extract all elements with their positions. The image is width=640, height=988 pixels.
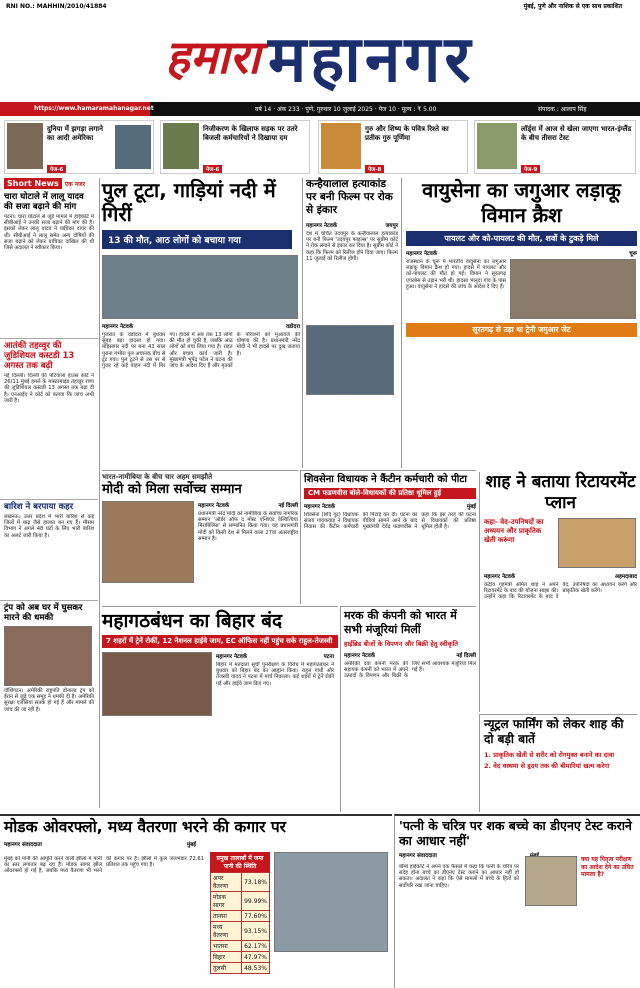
story-subhead: पायलट और को-पायलट की मौत, शवों के टुकड़े मिले (406, 231, 637, 246)
story-headline[interactable]: पुल टूटा, गाड़ियां नदी में गिरीं (102, 178, 276, 226)
reservoir-name: अपर वैतरणा (211, 873, 242, 892)
reservoir-name: तानसा (211, 911, 242, 922)
issue-info: वर्ष 14 · अंक 233 · पुणे, गुरुवार 10 जुलाई 2025 · पेज 10 · मूल्य : ₹ 5.00 (255, 106, 437, 113)
reservoir-level: 62.17% (242, 941, 270, 952)
trump-photo (4, 626, 92, 686)
dateline: मुंबई (466, 504, 476, 510)
teaser-page: पेज-8 (365, 165, 384, 173)
teaser-page: पेज-6 (203, 165, 222, 173)
bridge-story (102, 178, 300, 468)
masthead-logo (100, 17, 540, 95)
story-quote: कहा- वेद-उपनिषदों का अध्ययन और प्राकृतिक खेती करूंगा (484, 518, 544, 544)
reservoir-name: मध्य वैतरणा (211, 922, 242, 941)
story-headline[interactable]: मोडक ओवरफ्लो, मध्य वैतरणा भरने की कगार पर (4, 818, 286, 836)
short-news-label: Short News (4, 178, 62, 189)
table-row (211, 952, 270, 963)
teaser-title[interactable]: लॉर्ड्स में आज से खेला जाएगा भारत-इंग्लैंड के बीच तीसरा टेस्ट (521, 125, 632, 142)
story-headline[interactable]: शिवसेना विधायक ने कैंटीन कर्मचारी को पीटा (304, 474, 467, 485)
teaser-row (0, 120, 640, 174)
bihar-story (102, 606, 338, 812)
table-row (211, 911, 270, 922)
list-item (0, 499, 98, 596)
kanhaiya-story (302, 178, 398, 468)
teaser-page: पेज-6 (47, 165, 66, 173)
reservoir-level: 77.60% (242, 911, 270, 922)
story-subhead: हाईब्रिड बीजों के विपणन और बिक्री हेतु स्वीकृति (344, 640, 458, 648)
teaser-title[interactable]: दुनिया में झगड़ा लगाने का आदी अमेरिका (47, 125, 103, 142)
neutral-story (479, 714, 637, 812)
story-headline[interactable]: शाह ने बताया रिटायरमेंट प्लान (485, 472, 636, 513)
byline: महानगर नेटवर्क (304, 504, 336, 510)
table-title: प्रमुख तालाबों में जमा पानी की स्थिति (210, 852, 270, 872)
qa-heading: क्या यह पितृत्व परीक्षण का आदेश देने का उचित मामला है? (581, 856, 634, 878)
logo-part1: हमारा (165, 30, 260, 84)
shivsena-story (300, 470, 476, 604)
list-item (0, 600, 98, 715)
reservoir-name: विहार (211, 952, 242, 963)
modak-story (0, 814, 392, 988)
table-row (211, 922, 270, 941)
story-subhead: 7 शहरों में ट्रेनें रोकीं, 12 नेशनल हाईवे जाम, EC ऑफिस नहीं पहुंच सके राहुल-तेजस्वी (102, 635, 338, 648)
story-body: राजस्थान के चूरू में भारतीय वायुसेना का जगुआर लड़ाकू विमान क्रैश हो गया। हादसे में पायलट और को-पायलट की मौत हो गई। विमान ने सूरतगढ़ एयरबेस से उड़ान भरी थी। हादसा भानुदा गांव के पास हुआ। वायुसेना ने हादसे की जांच के आदेश दे दिए हैं। (406, 259, 506, 290)
reservoir-table (210, 852, 270, 974)
teaser-title[interactable]: गुरु और शिष्य के पवित्र रिश्ते का प्रतीक गुरु पूर्णिमा (365, 125, 449, 142)
reservoir-level: 47.97% (242, 952, 270, 963)
table-row (211, 873, 270, 892)
dateline: चूरू (629, 251, 637, 257)
story-body: अमेरिकी दवा कंपनी मरक की सहायक कंपनी को भारत में अपने उत्पादों के विपणन और बिक्री के लिए सभी आवश्यक मंजूरियां मिल गई हैं। (344, 661, 476, 680)
news-headline[interactable]: चारा घोटाले में लालू यादव की सजा बढ़ाने की मांग (4, 192, 84, 212)
teaser-title[interactable]: निजीकरण के खिलाफ सड़क पर उतरे बिजली कर्मचारियों ने दिखाया दम (203, 125, 298, 142)
list-item (0, 192, 98, 334)
byline: महानगर संवाददाता (399, 853, 437, 859)
news-headline[interactable]: ट्रंप को अब घर में घुसकर मारने की धमकी (4, 603, 83, 623)
byline: महानगर नेटवर्क (306, 223, 338, 229)
film-photo (306, 325, 394, 395)
short-news-label2: एक नजर (64, 180, 86, 188)
story-headline[interactable]: वायुसेना का जगुआर लड़ाकू विमान क्रैश (422, 178, 621, 227)
story-headline[interactable]: कन्हैयालाल हत्याकांड पर बनी फिल्म पर रोक से इंकार (306, 178, 393, 216)
story-headline[interactable]: मरक की कंपनी को भारत में सभी मंजूरियां मिलीं (344, 609, 457, 636)
story-headline[interactable]: न्यूट्रल फार्मिंग को लेकर शाह की दो बड़ी बातें (484, 717, 624, 746)
byline: महानगर नेटवर्क (406, 251, 438, 257)
story-headline[interactable]: मोदी को मिला सर्वोच्च सम्मान (102, 482, 242, 497)
dateline: अहमदाबाद (614, 574, 637, 580)
issue-bar (0, 102, 640, 116)
story-headline[interactable]: महागठबंधन का बिहार बंद (102, 610, 283, 632)
bihar-photo (102, 652, 212, 716)
story-body: शिवसेना (शिंदे गुट) विधायक संजय गायकवाड़ ने विधायक निवास की कैंटीन कर्मचारी की पिटाई कर दी। घटना का वीडियो सामने आने के बाद मुख्यमंत्री देवेंद्र फडणवीस ने कहा कि इस तरह की घटना से विधायकों की प्रतिष्ठा धूमिल होती है। (304, 512, 476, 531)
shah-story (479, 472, 637, 712)
short-news-column (0, 178, 98, 808)
editor-name: संपादक : आलाप सिंह (538, 106, 587, 113)
byline: महानगर संवाददाता (4, 842, 42, 848)
dateline: वडोदरा (285, 324, 300, 330)
reservoir-name: मोडक सागर (211, 892, 242, 911)
jaguar-story (401, 178, 637, 468)
news-body: लखनऊ। उत्तर प्रदेश में भारी बारिश से कई जिलों में बाढ़ जैसे हालात बन गए हैं। मौसम विभाग ने अगले 48 घंटों के लिए भारी बारिश का अलर्ट जारी किया है। (4, 514, 94, 539)
story-strip: सूरतगढ़ से उड़ा था ट्रेनी जगुआर जेट (406, 323, 637, 337)
news-body: वॉशिंगटन। अमेरिकी राष्ट्रपति डोनाल्ड ट्रंप को ईरान से जुड़े एक समूह ने धमकी दी है। अमेरिकी सुरक्षा एजेंसियां सतर्क हो गई हैं और मामले की जांच की जा रही है। (4, 688, 94, 713)
teaser-page: पेज-9 (521, 165, 540, 173)
byline: महानगर नेटवर्क (198, 503, 230, 509)
story-body: बिहार में मतदाता सूची पुनरीक्षण के विरोध में महागठबंधन ने बुधवार को बिहार बंद का आह्वान किया। राहुल गांधी और तेजस्वी यादव ने पटना में मार्च निकाला। कई शहरों में ट्रेनें रोकी गईं और हाईवे जाम किए गए। (216, 662, 334, 687)
story-body: गुजरात के वडोदरा में बुधवार सुबह बड़ा हादसा हो गया। महिसागर नदी पर बना 43 साल पुराना गंभीरा पुल अचानक बीच से टूट गया। पुल टूटने से उस पर से गुजर रहे कई वाहन नदी में गिर गए। हादसे में अब तक 13 लोगों की मौत हो चुकी है, जबकि आठ लोगों को बचा लिया गया है। राहत और बचाव कार्य जारी है। मुख्यमंत्री भूपेंद्र पटेल ने घटना की जांच के आदेश दिए हैं और मृतकों के परिजनों को मुआवजे की घोषणा की है। प्रधानमंत्री नरेंद्र मोदी ने भी हादसे पर दुख जताया है। (102, 332, 300, 370)
byline: महानगर नेटवर्क (344, 653, 376, 659)
modi-story (102, 470, 298, 604)
byline: महानगर नेटवर्क (484, 574, 516, 580)
news-body: पटना। चारा घोटाले से जुड़े मामले में हाईकोर्ट में सीबीआई ने उनकी सजा बढ़ाने की मांग की है। इसको लेकर लालू यादव ने याचिका दायर की थी। सीबीआई ने लालू समेत अन्य दोषियों की सजा बढ़ाने को लेकर याचिका दाखिल की थी जिसे अदालत ने स्वीकार किया। (4, 214, 94, 252)
point-item: 1. प्राकृतिक खेती से शरीर को रोगमुक्त बनाने का दावा (484, 751, 615, 759)
news-body: नई दिल्ली। दिल्ली की पटियाला हाउस कोर्ट ने 26/11 मुंबई हमले के मास्टरमाइंड तहव्वुर राणा की जुडिशियल कस्टडी 13 अगस्त तक बढ़ा दी है। एनआईए ने कोर्ट को बताया कि जांच अभी जारी है। (4, 373, 94, 404)
byline: महानगर नेटवर्क (102, 324, 134, 330)
dna-story (394, 814, 640, 988)
rni-number: RNI NO.: MAHHIN/2010/41884 (6, 3, 107, 10)
reservoir-level: 73.18% (242, 873, 270, 892)
story-headline[interactable]: 'पत्नी के चरित्र पर शक बच्चे का डीएनए टेस्ट कराने का आधार नहीं' (399, 818, 632, 848)
news-headline[interactable]: बारिश ने बरपाया कहर (4, 502, 74, 512)
story-body: मुंबई को पानी की आपूर्ति करने वाली झीलों में पानी का स्तर लगातार बढ़ रहा है। मोडक सागर झील ओवरफ्लो हो गई है, जबकि मध्य वैतरणा भी भरने की कगार पर है। झीलों में कुल जलभंडार 72.61 प्रतिशत तक पहुंच गया है। (4, 856, 204, 875)
reservoir-level: 93.15% (242, 922, 270, 941)
dateline: जयपुर (385, 223, 398, 229)
story-body: प्रधानमंत्री नरेंद्र मोदी को नामीबिया के सर्वोच्च नागरिक सम्मान 'ऑर्डर ऑफ द मोस्ट एन्शिएंट वेल्वित्चिया मिराबिलिस' से सम्मानित किया गया। यह प्रधानमंत्री मोदी को किसी देश से मिलने वाला 27वां अंतरराष्ट्रीय सम्मान है। (198, 511, 298, 542)
merck-story (340, 606, 476, 812)
list-item (0, 338, 98, 495)
logo-part2: महानगर (268, 22, 475, 97)
crash-photo (510, 259, 636, 319)
story-body: केंद्रीय गृहमंत्री अमित शाह ने अपने रिटायरमेंट के बाद की योजना साझा की। उन्होंने कहा कि रिटायरमेंट के बाद वे वेद, उपनिषदों का अध्ययन करेंगे और प्राकृतिक खेती करेंगे। (484, 582, 637, 601)
reservoir-level: 48.53% (242, 963, 270, 974)
dateline: नई दिल्ली (278, 503, 298, 509)
story-body: देश में चर्चित उदयपुर के कन्हैयालाल हत्याकांड पर बनी फिल्म 'उदयपुर फाइल्स' पर सुप्रीम कोर्ट ने रोक लगाने से इंकार कर दिया है। सुप्रीम कोर्ट ने कहा कि फिल्म को रिलीज होने दिया जाए। फिल्म 11 जुलाई को रिलीज होगी। (306, 231, 398, 262)
story-kicker: भारत-नामीबिया के बीच चार अहम समझौते (102, 473, 213, 481)
dam-photo (274, 852, 388, 952)
table-row (211, 941, 270, 952)
edition-tagline: मुंबई, पुणे और नाशिक से एक साथ प्रकाशित (523, 3, 622, 10)
dateline: पटना (323, 654, 334, 660)
table-row (211, 892, 270, 911)
court-photo (525, 856, 577, 906)
modi-photo (102, 501, 194, 583)
story-body: बॉम्बे हाईकोर्ट ने अपने एक फैसले में कहा कि पत्नी के चरित्र पर संदेह होना बच्चे का डीएनए टेस्ट कराने का आधार नहीं हो सकता। अदालत ने कहा कि ऐसे मामलों में बच्चे के हितों को सर्वोपरि रखा जाना चाहिए। (399, 864, 519, 889)
bridge-photo (102, 255, 298, 319)
website-link[interactable]: https://www.hamaramahanagar.net (34, 105, 154, 112)
table-row (211, 963, 270, 974)
news-headline[interactable]: आतंकी तहव्वुर की जुडिशियल कस्टडी 13 अगस्त तक बढ़ी (4, 341, 75, 371)
dateline: मुंबई (186, 842, 196, 848)
point-item: 2. वेद वस्थमा से हृदय तक की बीमारियां खत्म करेगा (484, 762, 610, 770)
shah-photo (558, 518, 636, 568)
dateline: नई दिल्ली (456, 653, 476, 659)
story-subhead: 13 की मौत, आठ लोगों को बचाया गया (102, 230, 292, 249)
reservoir-level: 99.99% (242, 892, 270, 911)
reservoir-name: भातसा (211, 941, 242, 952)
reservoir-name: तुलसी (211, 963, 242, 974)
story-subhead: CM फडणवीस बोले-विधायकों की प्रतिष्ठा धूमिल हुई (304, 488, 476, 499)
byline: महानगर नेटवर्क (216, 654, 248, 660)
